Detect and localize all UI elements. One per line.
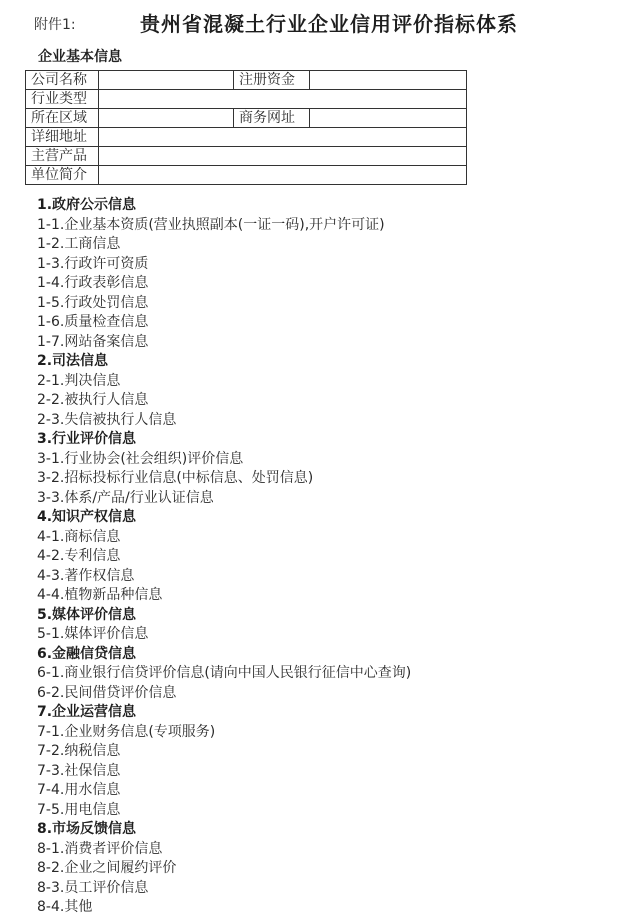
company-name-value xyxy=(99,71,234,90)
table-row-company-name xyxy=(26,71,467,90)
section-intellectual-property xyxy=(37,508,607,606)
registered-capital-value xyxy=(310,71,467,90)
list-item: 1-5.行政处罚信息 xyxy=(37,294,149,311)
section-media-evaluation xyxy=(37,606,607,645)
registered-capital-label: 注册资金 xyxy=(234,71,310,90)
list-item: 3-2.招标投标行业信息(中标信息、处罚信息) xyxy=(37,470,314,486)
section-title: 6.金融信贷信息 xyxy=(37,645,137,662)
list-item: 5-1.媒体评价信息 xyxy=(37,626,149,642)
section-judicial-info xyxy=(37,352,607,430)
page-title: 贵州省混凝土行业企业信用评价指标体系 xyxy=(140,12,518,36)
list-item: 7-4.用水信息 xyxy=(37,782,121,798)
address-value xyxy=(99,128,467,147)
list-item: 8-1.消费者评价信息 xyxy=(37,840,163,857)
list-item: 8-2.企业之间履约评价 xyxy=(37,860,177,876)
list-item: 2-3.失信被执行人信息 xyxy=(37,411,177,428)
list-item: 4-4.植物新品种信息 xyxy=(37,587,163,603)
table-row-industry-type xyxy=(26,90,467,109)
list-item: 1-1.企业基本资质(营业执照副本(一证一码),开户许可证) xyxy=(37,216,385,233)
list-item: 1-2.工商信息 xyxy=(37,236,121,252)
attachment-label: 附件1: xyxy=(34,17,76,33)
section-industry-evaluation xyxy=(37,430,607,508)
table-row-main-products xyxy=(26,147,467,166)
region-label: 所在区域 xyxy=(26,109,99,128)
list-item: 1-3.行政许可资质 xyxy=(37,255,149,272)
list-item: 7-3.社保信息 xyxy=(37,762,121,779)
section-title: 7.企业运营信息 xyxy=(37,704,137,720)
section-government-info xyxy=(37,196,607,352)
section-title: 8.市场反馈信息 xyxy=(37,821,137,837)
list-item: 3-3.体系/产品/行业认证信息 xyxy=(37,489,214,506)
list-item: 4-3.著作权信息 xyxy=(37,567,135,584)
business-website-value xyxy=(310,109,467,128)
list-item: 2-2.被执行人信息 xyxy=(37,392,149,408)
list-item: 6-1.商业银行信贷评价信息(请向中国人民银行征信中心查询) xyxy=(37,665,412,681)
list-item: 8-4.其他 xyxy=(37,899,93,915)
list-item: 8-3.员工评价信息 xyxy=(37,879,149,896)
table-row-profile xyxy=(26,166,467,185)
industry-type-label: 行业类型 xyxy=(26,90,99,109)
address-label: 详细地址 xyxy=(26,128,99,147)
table-row-address xyxy=(26,128,467,147)
list-item: 7-5.用电信息 xyxy=(37,801,121,818)
business-website-label: 商务网址 xyxy=(234,109,310,128)
document-header xyxy=(0,6,621,38)
industry-type-value xyxy=(99,90,467,109)
table-row-region xyxy=(26,109,467,128)
main-products-value xyxy=(99,147,467,166)
section-title: 3.行业评价信息 xyxy=(37,431,137,447)
profile-value xyxy=(99,166,467,185)
company-name-label: 公司名称 xyxy=(26,71,99,90)
list-item: 1-7.网站备案信息 xyxy=(37,333,149,350)
list-item: 1-4.行政表彰信息 xyxy=(37,275,149,291)
section-title: 2.司法信息 xyxy=(37,353,109,369)
region-value xyxy=(99,109,234,128)
main-products-label: 主营产品 xyxy=(26,147,99,166)
section-finance-credit xyxy=(37,645,607,704)
list-item: 4-2.专利信息 xyxy=(37,548,121,564)
list-item: 6-2.民间借贷评价信息 xyxy=(37,684,177,701)
list-item: 7-1.企业财务信息(专项服务) xyxy=(37,723,216,740)
list-item: 3-1.行业协会(社会组织)评价信息 xyxy=(37,450,244,467)
profile-label: 单位简介 xyxy=(26,166,99,185)
section-operations xyxy=(37,703,607,820)
basic-info-heading: 企业基本信息 xyxy=(38,49,122,65)
list-item: 4-1.商标信息 xyxy=(37,528,121,545)
section-title: 5.媒体评价信息 xyxy=(37,606,137,623)
list-item: 1-6.质量检查信息 xyxy=(37,314,149,330)
list-item: 2-1.判决信息 xyxy=(37,372,121,389)
list-item: 7-2.纳税信息 xyxy=(37,743,121,759)
section-title: 1.政府公示信息 xyxy=(37,197,137,213)
section-market-feedback xyxy=(37,820,607,918)
indicator-sections xyxy=(37,196,607,918)
basic-info-table xyxy=(25,70,467,185)
section-title: 4.知识产权信息 xyxy=(37,509,137,525)
